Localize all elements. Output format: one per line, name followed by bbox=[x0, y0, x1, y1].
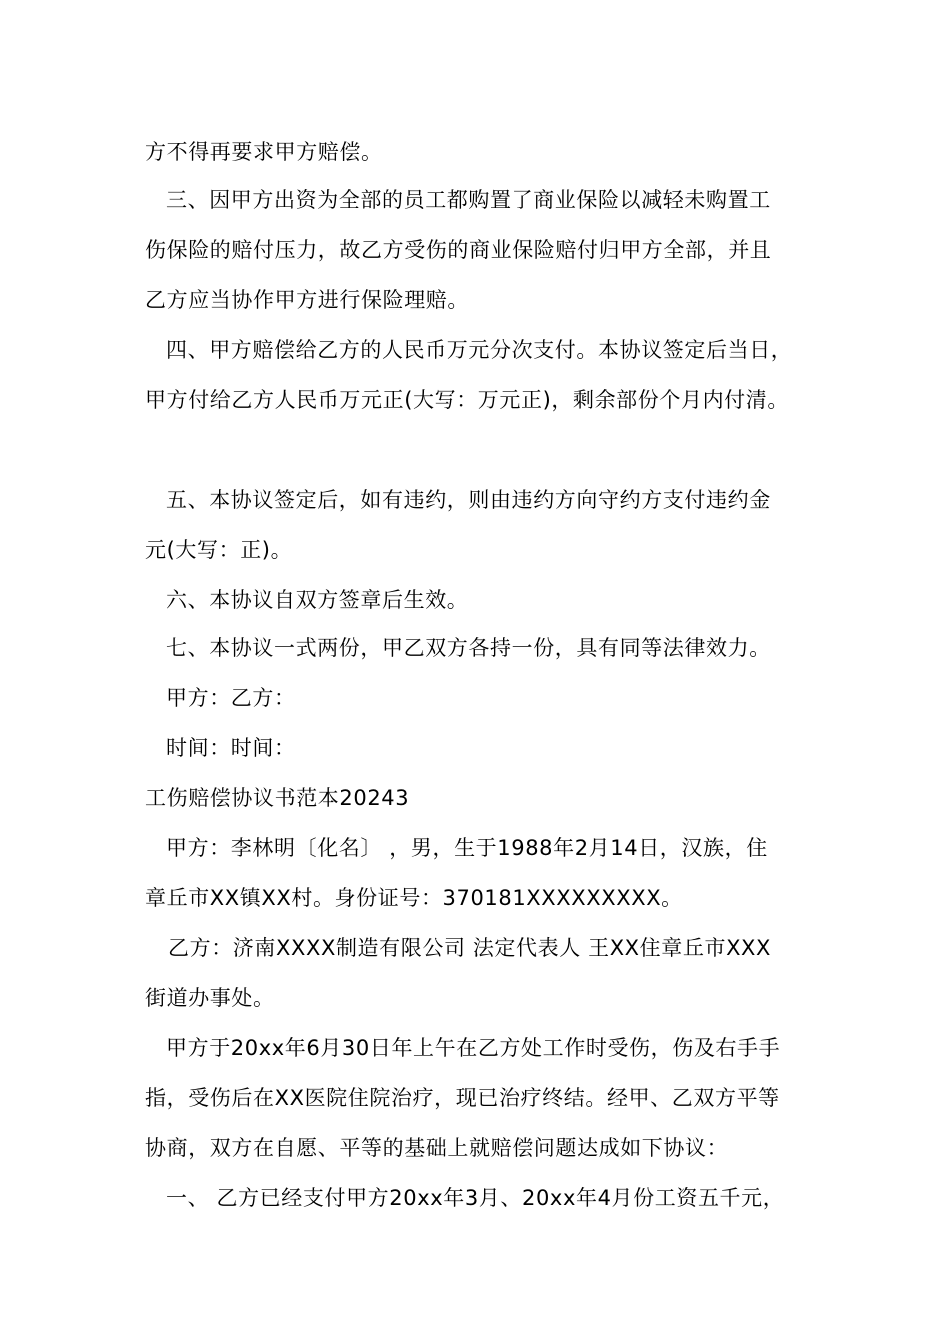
paragraph-line: 元(大写：正)。 bbox=[145, 538, 293, 562]
paragraph-line: 五、本协议签定后，如有违约，则由违约方向守约方支付违约金 bbox=[166, 488, 771, 512]
paragraph-line: 甲方付给乙方人民币万元正(大写：万元正)，剩余部份个月内付清。 bbox=[145, 388, 789, 412]
paragraph-line: 协商，双方在自愿、平等的基础上就赔偿问题达成如下协议： bbox=[145, 1136, 729, 1160]
paragraph-line: 乙方：济南XXXX制造有限公司 法定代表人 王XX住章丘市XXX bbox=[168, 936, 772, 960]
paragraph-line: 章丘市XX镇XX村。身份证号：370181XXXXXXXXX。 bbox=[145, 886, 683, 910]
paragraph-line: 指，受伤后在XX医院住院治疗，现已治疗终结。经甲、乙双方平等 bbox=[145, 1086, 780, 1110]
paragraph-line: 甲方于20xx年6月30日年上午在乙方处工作时受伤，伤及右手手 bbox=[166, 1036, 781, 1060]
paragraph-line: 六、本协议自双方签章后生效。 bbox=[166, 588, 469, 612]
section-title: 工伤赔偿协议书范本20243 bbox=[145, 786, 410, 810]
paragraph-line: 甲方：李林明〔化名〕 ，男，生于1988年2月14日，汉族，住 bbox=[166, 836, 768, 860]
date-line: 时间：时间： bbox=[166, 736, 296, 760]
paragraph-line: 七、本协议一式两份，甲乙双方各持一份，具有同等法律效力。 bbox=[166, 636, 771, 660]
paragraph-line: 一、 乙方已经支付甲方20xx年3月、20xx年4月份工资五千元， bbox=[166, 1186, 785, 1210]
paragraph-line: 四、甲方赔偿给乙方的人民币万元分次支付。本协议签定后当日， bbox=[166, 338, 793, 362]
paragraph-line: 方不得再要求甲方赔偿。 bbox=[145, 140, 383, 164]
paragraph-line: 街道办事处。 bbox=[145, 986, 275, 1010]
paragraph-line: 三、因甲方出资为全部的员工都购置了商业保险以减轻未购置工 bbox=[166, 188, 771, 212]
paragraph-line: 伤保险的赔付压力，故乙方受伤的商业保险赔付归甲方全部，并且 bbox=[145, 238, 772, 262]
signature-line: 甲方：乙方： bbox=[166, 686, 296, 710]
paragraph-line: 乙方应当协作甲方进行保险理赔。 bbox=[145, 288, 469, 312]
